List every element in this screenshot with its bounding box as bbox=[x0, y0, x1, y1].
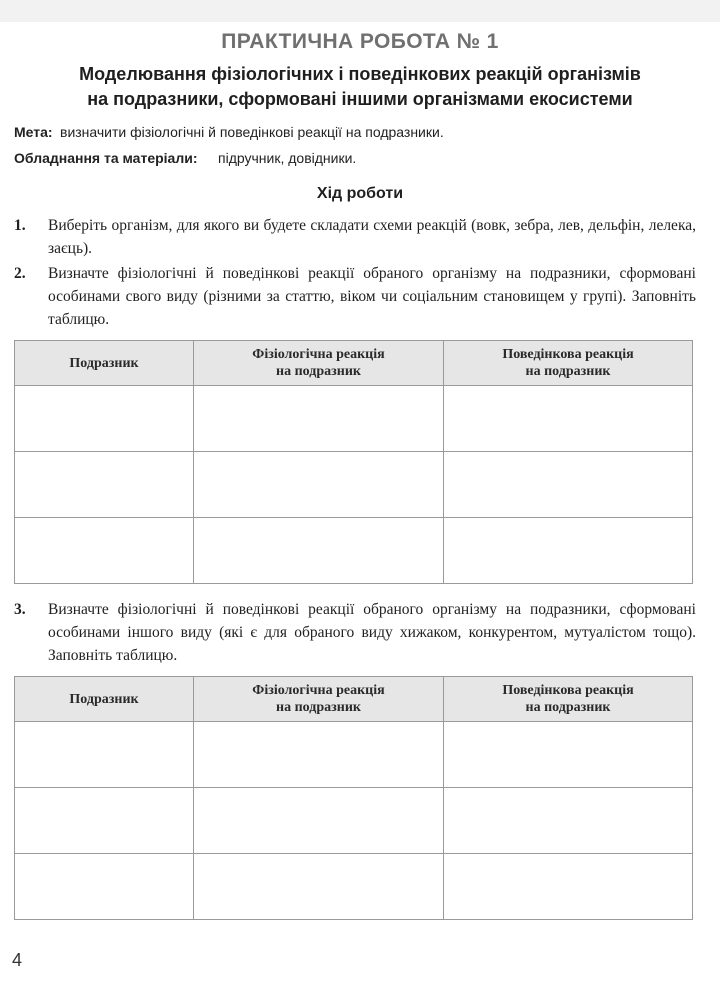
table-cell[interactable] bbox=[15, 854, 194, 920]
goal-label: Мета: bbox=[14, 124, 53, 140]
column-header-behavioral: Поведінкова реакція на подразник bbox=[444, 341, 693, 386]
practical-work-heading: ПРАКТИЧНА РОБОТА № 1 bbox=[221, 30, 499, 53]
step-text: Визначте фізіологічні й поведінкові реакції обраного організму на подразники, сформовані особинами свого виду (різними за статтю, віком чи соціальним становищем у групі). Заповніть таблицю. bbox=[48, 265, 696, 328]
table-cell[interactable] bbox=[194, 788, 444, 854]
table-cell[interactable] bbox=[194, 386, 444, 452]
table-row bbox=[15, 452, 693, 518]
step-number: 2. bbox=[14, 265, 26, 282]
column-header-behavioral: Поведінкова реакція на подразник bbox=[444, 677, 693, 722]
table-cell[interactable] bbox=[15, 452, 194, 518]
table-row bbox=[15, 854, 693, 920]
table-cell[interactable] bbox=[15, 722, 194, 788]
table-row bbox=[15, 386, 693, 452]
table-row bbox=[15, 518, 693, 584]
table-header-row bbox=[15, 341, 693, 386]
step-number: 3. bbox=[14, 601, 26, 618]
table-cell[interactable] bbox=[444, 452, 693, 518]
goal-row bbox=[14, 124, 444, 140]
table-row bbox=[15, 722, 693, 788]
column-header-physiological: Фізіологічна реакція на подразник bbox=[194, 341, 444, 386]
table-cell[interactable] bbox=[194, 452, 444, 518]
table-cell[interactable] bbox=[444, 788, 693, 854]
page-title bbox=[0, 62, 720, 112]
step-3 bbox=[14, 598, 696, 667]
table-cell[interactable] bbox=[194, 518, 444, 584]
table-row bbox=[15, 788, 693, 854]
table-cell[interactable] bbox=[15, 518, 194, 584]
title-line-2: на подразники, сформовані іншими організмами екосистеми bbox=[87, 89, 633, 109]
table-cell[interactable] bbox=[444, 518, 693, 584]
table-cell[interactable] bbox=[15, 386, 194, 452]
reactions-table-other-species bbox=[14, 676, 693, 920]
step-2 bbox=[14, 262, 696, 331]
step-text: Визначте фізіологічні й поведінкові реакції обраного організму на подразники, сформовані особинами іншого виду (які є для обраного виду хижаком, конкурентом, мутуалістом тощо). Заповніть таблицю. bbox=[48, 601, 696, 664]
title-line-1: Моделювання фізіологічних і поведінкових реакцій організмів bbox=[79, 64, 641, 84]
column-header-stimulus: Подразник bbox=[15, 341, 194, 386]
equipment-label: Обладнання та матеріали: bbox=[14, 150, 198, 166]
column-header-physiological: Фізіологічна реакція на подразник bbox=[194, 677, 444, 722]
goal-text: визначити фізіологічні й поведінкові реакції на подразники. bbox=[60, 124, 444, 140]
reactions-table-same-species bbox=[14, 340, 693, 584]
table-cell[interactable] bbox=[444, 854, 693, 920]
page-number: 4 bbox=[12, 950, 23, 970]
table-cell[interactable] bbox=[15, 788, 194, 854]
procedure-heading: Хід роботи bbox=[316, 185, 404, 202]
equipment-text: підручник, довідники. bbox=[218, 150, 357, 166]
equipment-row bbox=[14, 150, 357, 166]
step-number: 1. bbox=[14, 217, 26, 234]
table-header-row bbox=[15, 677, 693, 722]
step-1 bbox=[14, 214, 696, 260]
column-header-stimulus: Подразник bbox=[15, 677, 194, 722]
table-cell[interactable] bbox=[194, 854, 444, 920]
page-top-strip bbox=[0, 0, 720, 22]
table-cell[interactable] bbox=[194, 722, 444, 788]
table-cell[interactable] bbox=[444, 722, 693, 788]
table-cell[interactable] bbox=[444, 386, 693, 452]
step-text: Виберіть організм, для якого ви будете складати схеми реакцій (вовк, зебра, лев, дельфін, лелека, заєць). bbox=[48, 217, 696, 257]
